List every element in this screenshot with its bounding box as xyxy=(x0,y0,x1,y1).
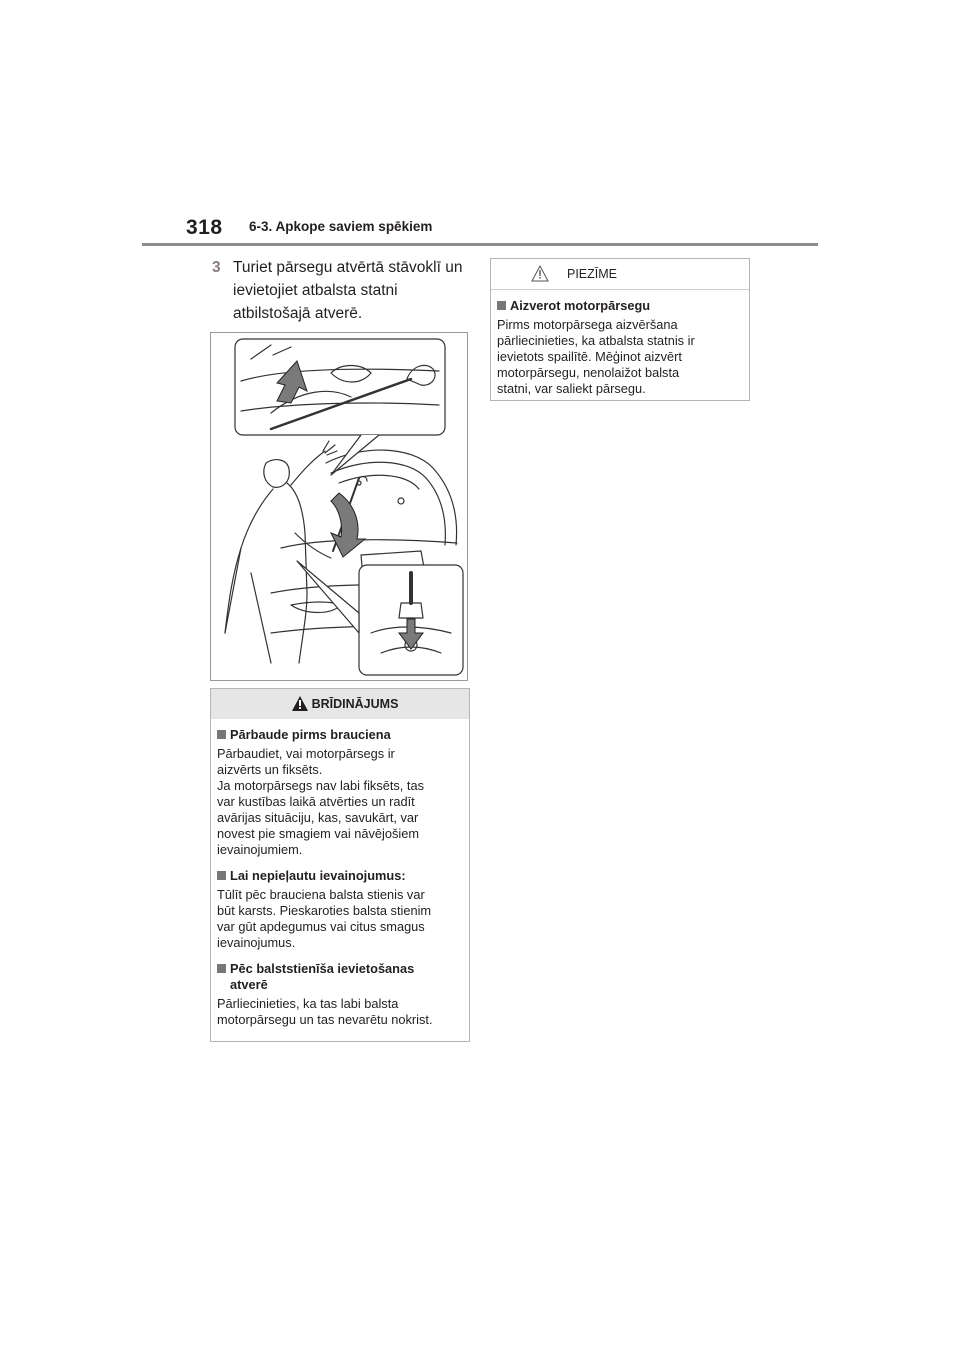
illustration-svg xyxy=(211,333,467,680)
warning-triangle-icon xyxy=(291,695,309,712)
warning-section-heading: Lai nepieļautu ievainojumus: xyxy=(217,868,463,884)
note-title: PIEZĪME xyxy=(566,267,617,281)
warning-header xyxy=(211,689,469,719)
caution-triangle-icon xyxy=(531,265,549,282)
step-number: 3 xyxy=(212,259,221,276)
bullet-square-icon xyxy=(497,301,506,310)
note-body xyxy=(491,290,749,415)
note-section-text: Pirms motorpārsega aizvēršana pārliecinieties, ka atbalsta statnis ir ievietots spailītē. Mēģinot aizvērt motorpārsegu, nenolaižot balsta statni, var saliekt pārsegu. xyxy=(497,317,695,396)
warning-section-text: Pārbaudiet, vai motorpārsegs ir aizvērts un fiksēts. Ja motorpārsegs nav labi fiksēts, tas var kustības laikā atvērties un radīt avārijas situāciju, kas, savukārt, var novest pie smagiem vai nāvējošiem ievainojumiem. xyxy=(217,746,424,857)
bullet-square-icon xyxy=(217,964,226,973)
curved-arrow-icon xyxy=(331,493,365,557)
warning-section-text: Tūlīt pēc brauciena balsta stienis var būt karsts. Pieskaroties balsta stienim var gūt apdegumus vai citus smagus ievainojumus. xyxy=(217,887,432,950)
warning-box xyxy=(210,688,470,1042)
note-section-heading: Aizverot motorpārsegu xyxy=(497,298,743,314)
hood-support-illustration xyxy=(210,332,468,681)
warning-body xyxy=(211,719,469,1046)
bullet-square-icon xyxy=(217,871,226,880)
warning-section-text: Pārliecinieties, ka tas labi balsta motorpārsegu un tas nevarētu nokrist. xyxy=(217,996,433,1027)
step-text: Turiet pārsegu atvērtā stāvoklī un ievietojiet atbalsta statni atbilstošajā atverē. xyxy=(233,259,463,322)
header-rule xyxy=(142,243,818,246)
step-3 xyxy=(212,256,472,325)
note-header xyxy=(491,259,749,290)
page-number: 318 xyxy=(186,216,223,239)
section-title: 6-3. Apkope saviem spēkiem xyxy=(249,219,433,234)
warning-section-heading: Pārbaude pirms brauciena xyxy=(217,727,463,743)
bullet-square-icon xyxy=(217,730,226,739)
note-box xyxy=(490,258,750,401)
warning-section-heading: Pēc balststienīša ievietošanas atverē xyxy=(217,961,463,993)
warning-title: BRĪDINĀJUMS xyxy=(311,697,399,711)
